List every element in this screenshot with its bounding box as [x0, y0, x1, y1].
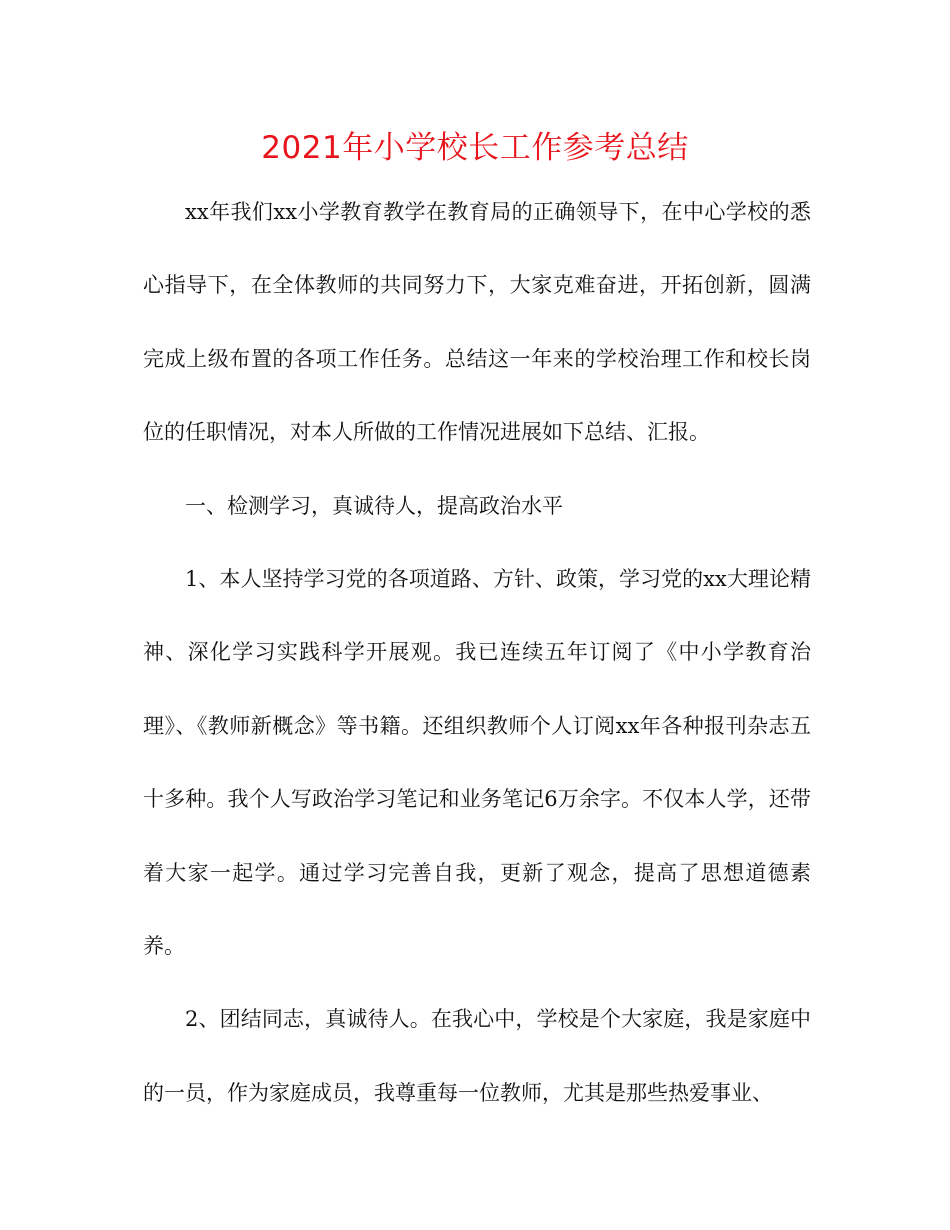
- paragraph-intro: xx年我们xx小学教育教学在教育局的正确领导下，在中心学校的悉心指导下，在全体教师的共同努力下，大家克难奋进，开拓创新，圆满完成上级布置的各项工作任务。总结这一年来的学校治理工作和校长岗位的任职情况，对本人所做的工作情况进展如下总结、汇报。: [143, 200, 811, 445]
- document-body: [143, 176, 811, 1130]
- section-heading-1: 一、检测学习，真诚待人，提高政治水平: [185, 493, 563, 518]
- paragraph-item-2: 2、团结同志，真诚待人。在我心中，学校是个大家庭，我是家庭中的一员，作为家庭成员，我尊重每一位教师，尤其是那些热爱事业、: [143, 1007, 811, 1105]
- document-title: 2021年小学校长工作参考总结: [261, 130, 689, 166]
- paragraph-item-1: 1、本人坚持学习党的各项道路、方针、政策，学习党的xx大理论精神、深化学习实践科学开展观。我已连续五年订阅了《中小学教育治理》、《教师新概念》等书籍。还组织教师个人订阅xx年各种报刊杂志五十多种。我个人写政治学习笔记和业务笔记6万余字。不仅本人学，还带着大家一起学。通过学习完善自我，更新了观念，提高了思想道德素养。: [143, 567, 811, 959]
